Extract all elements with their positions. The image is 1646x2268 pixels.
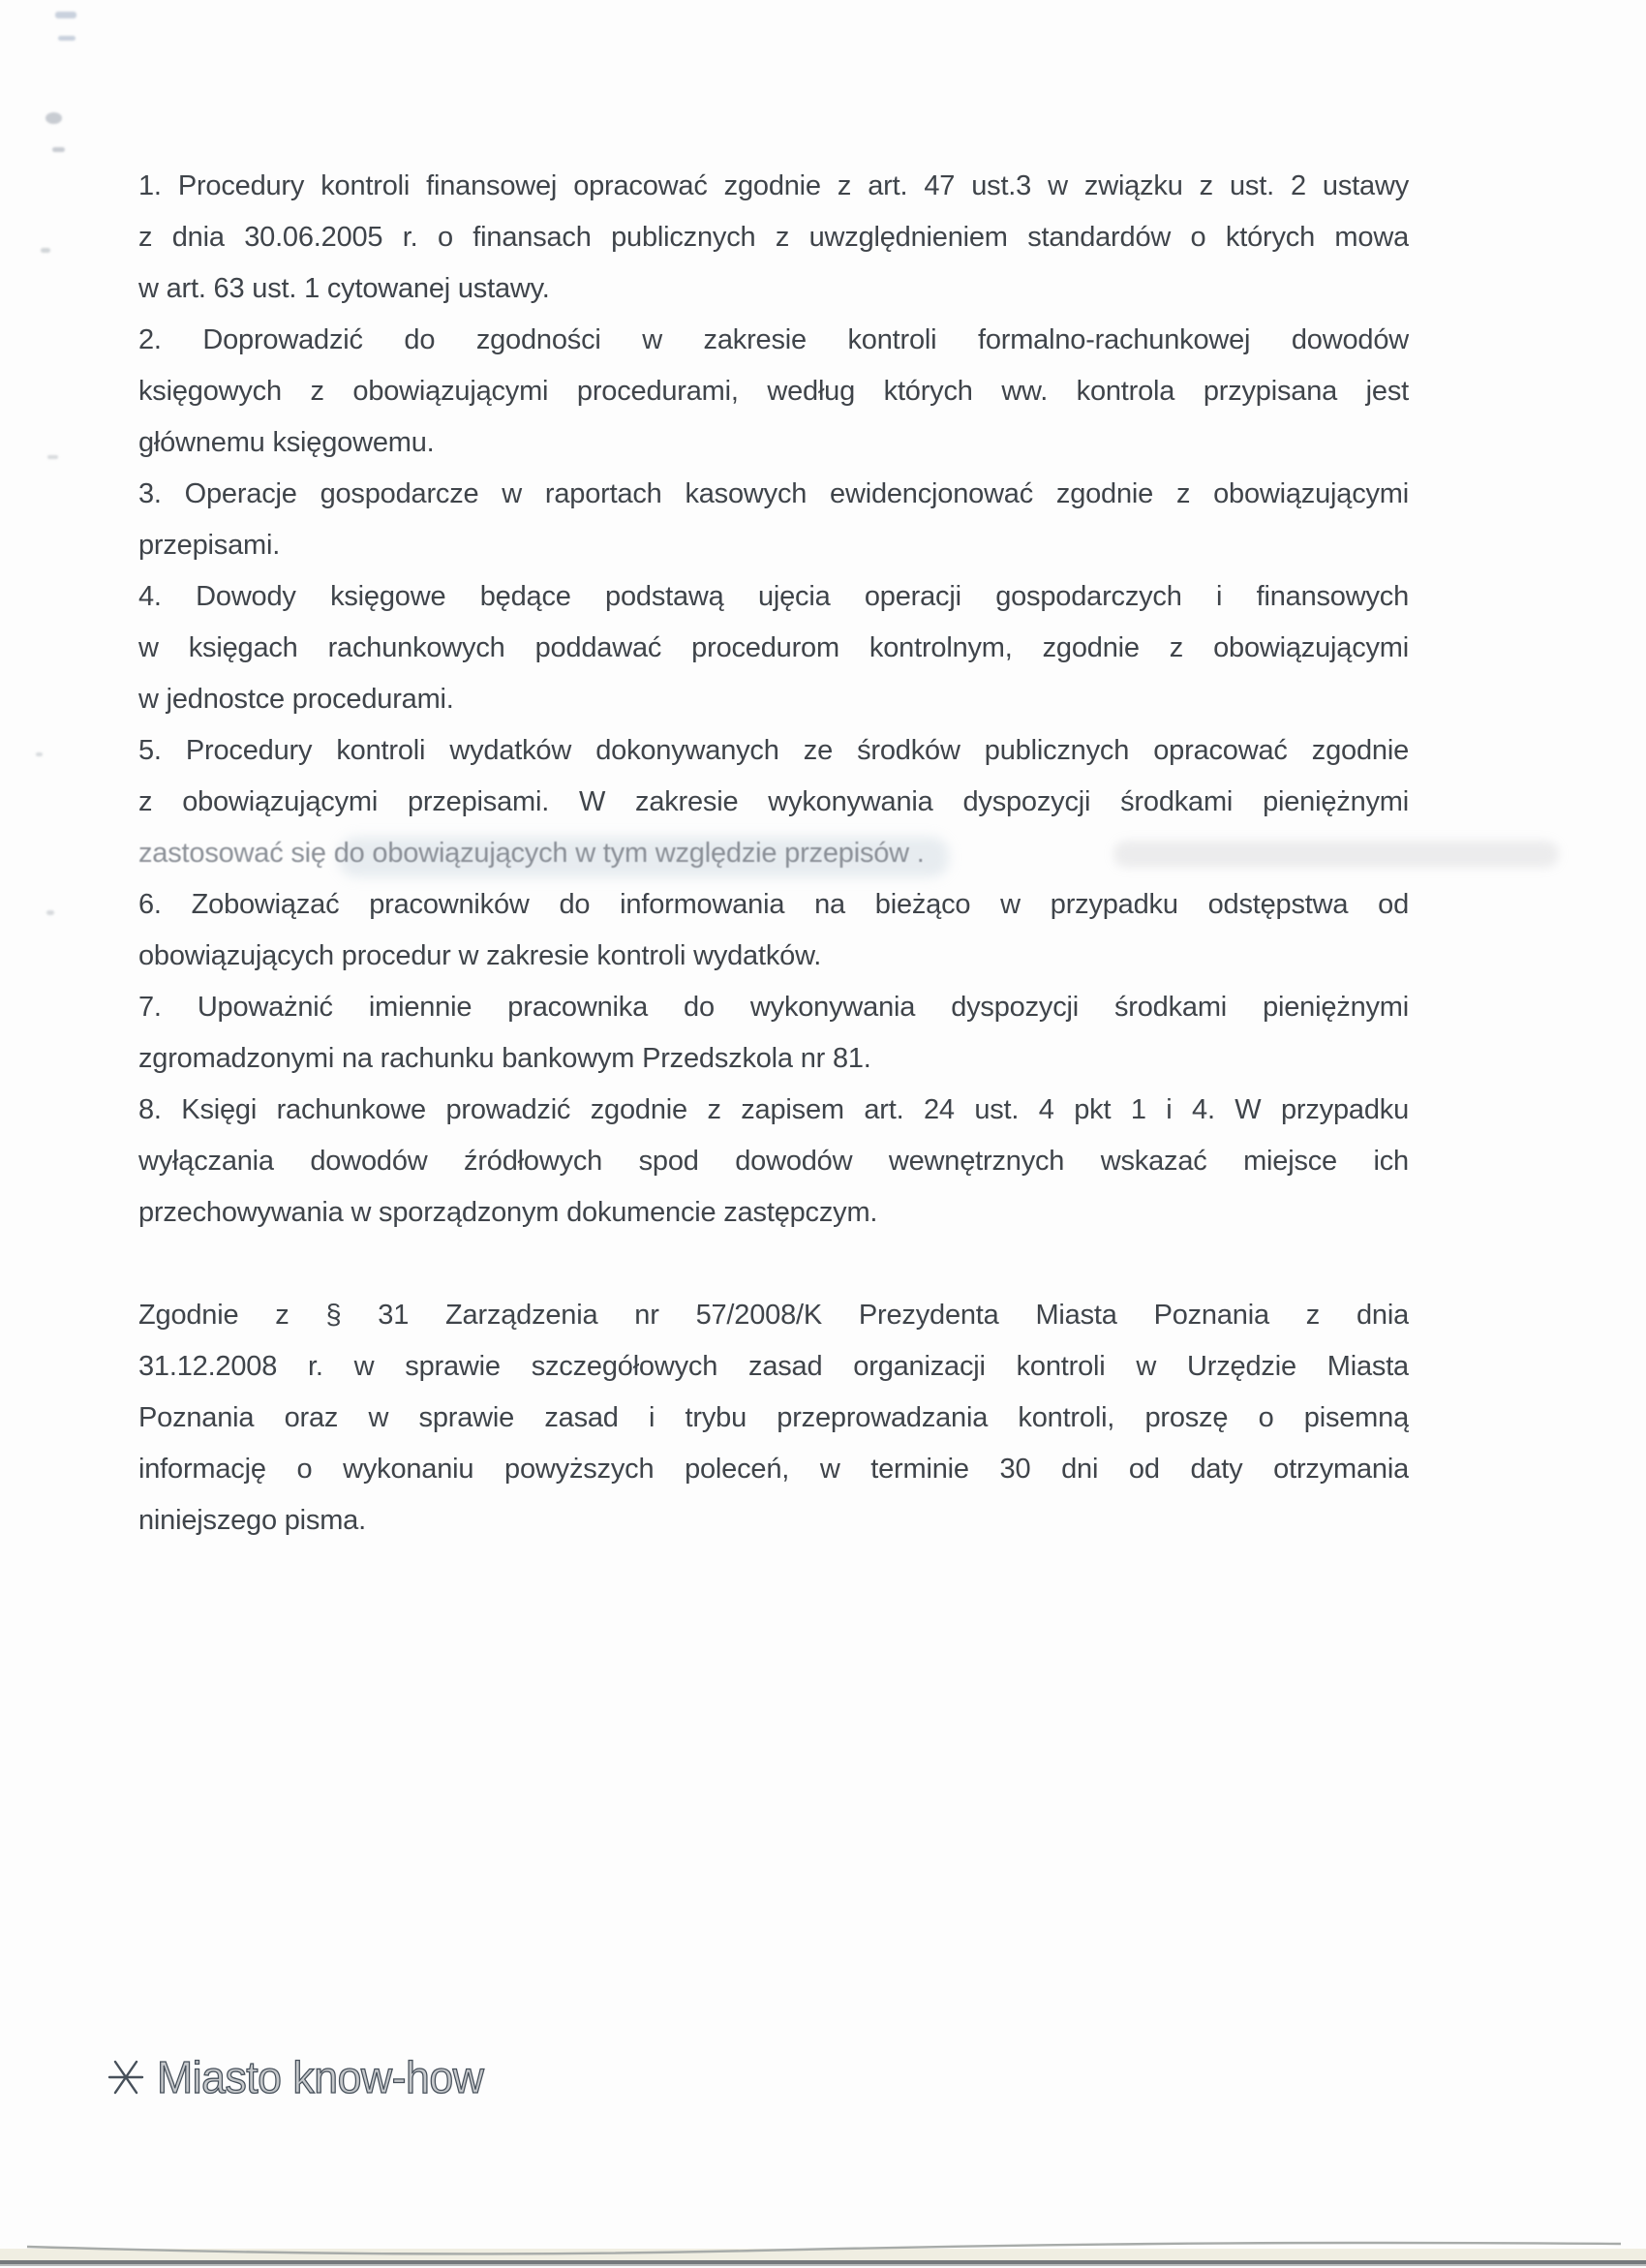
text-line: 4. Dowody księgowe będące podstawą ujęcia operacji gospodarczych i finansowych xyxy=(138,581,1409,612)
text-line: Poznania oraz w sprawie zasad i trybu przeprowadzania kontroli, proszę o pisemną xyxy=(138,1402,1409,1433)
text-line: obowiązujących procedur w zakresie kontroli wydatków. xyxy=(138,940,822,971)
text-line: 2. Doprowadzić do zgodności w zakresie kontroli formalno-rachunkowej dowodów xyxy=(138,324,1409,355)
scan-smudge xyxy=(36,752,43,756)
scan-smudge xyxy=(58,36,76,41)
scan-smudge xyxy=(55,12,76,18)
document-text xyxy=(138,161,1409,1547)
text-line: w jednostce procedurami. xyxy=(138,684,454,715)
logo-text: Miasto know-how xyxy=(157,2052,484,2102)
scan-smudge xyxy=(46,112,62,124)
text-line: 1. Procedury kontroli finansowej opracować zgodnie z art. 47 ust.3 w związku z ust. 2 ustawy xyxy=(138,170,1409,201)
text-line: informację o wykonaniu powyższych poleceń, w terminie 30 dni od daty otrzymania xyxy=(138,1454,1409,1485)
text-line: 6. Zobowiązać pracowników do informowania na bieżąco w przypadku odstępstwa od xyxy=(138,889,1409,920)
text-line: księgowych z obowiązującymi procedurami, według których ww. kontrola przypisana jest xyxy=(138,376,1409,407)
asterisk-icon xyxy=(107,2056,145,2099)
text-line: głównemu księgowemu. xyxy=(138,427,435,458)
text-line: Zgodnie z § 31 Zarządzenia nr 57/2008/K Prezydenta Miasta Poznania z dnia xyxy=(138,1300,1409,1331)
scan-smudge xyxy=(46,910,54,915)
text-line: wyłączania dowodów źródłowych spod dowodów wewnętrznych wskazać miejsce ich xyxy=(138,1146,1409,1177)
scan-smudge xyxy=(52,147,65,152)
text-line: 7. Upoważnić imiennie pracownika do wykonywania dyspozycji środkami pieniężnymi xyxy=(138,992,1409,1023)
scan-smudge xyxy=(47,455,58,459)
text-line: w art. 63 ust. 1 cytowanej ustawy. xyxy=(138,273,550,304)
text-line: 8. Księgi rachunkowe prowadzić zgodnie z zapisem art. 24 ust. 4 pkt 1 i 4. W przypadku xyxy=(138,1094,1409,1125)
blank-line xyxy=(138,1239,1409,1290)
text-line: w księgach rachunkowych poddawać procedurom kontrolnym, zgodnie z obowiązującymi xyxy=(138,632,1409,663)
text-line: 5. Procedury kontroli wydatków dokonywanych ze środków publicznych opracować zgodnie xyxy=(138,735,1409,766)
text-line: 31.12.2008 r. w sprawie szczegółowych zasad organizacji kontroli w Urzędzie Miasta xyxy=(138,1351,1409,1382)
scan-smudge xyxy=(41,248,50,253)
text-line: przepisami. xyxy=(138,530,281,561)
text-line: niniejszego pisma. xyxy=(138,1505,366,1536)
text-line: zgromadzonymi na rachunku bankowym Przedszkola nr 81. xyxy=(138,1043,871,1074)
text-line: z dnia 30.06.2005 r. o finansach publicznych z uwzględnieniem standardów o których mowa xyxy=(138,222,1409,253)
text-line: 3. Operacje gospodarcze w raportach kasowych ewidencjonować zgodnie z obowiązującymi xyxy=(138,478,1409,509)
text-line-faded: zastosować się do obowiązujących w tym względzie przepisów . xyxy=(138,838,925,869)
text-line: z obowiązującymi przepisami. W zakresie wykonywania dyspozycji środkami pieniężnymi xyxy=(138,786,1409,817)
miasto-know-how-logo xyxy=(107,2051,494,2103)
text-line: przechowywania w sporządzonym dokumencie zastępczym. xyxy=(138,1197,878,1228)
